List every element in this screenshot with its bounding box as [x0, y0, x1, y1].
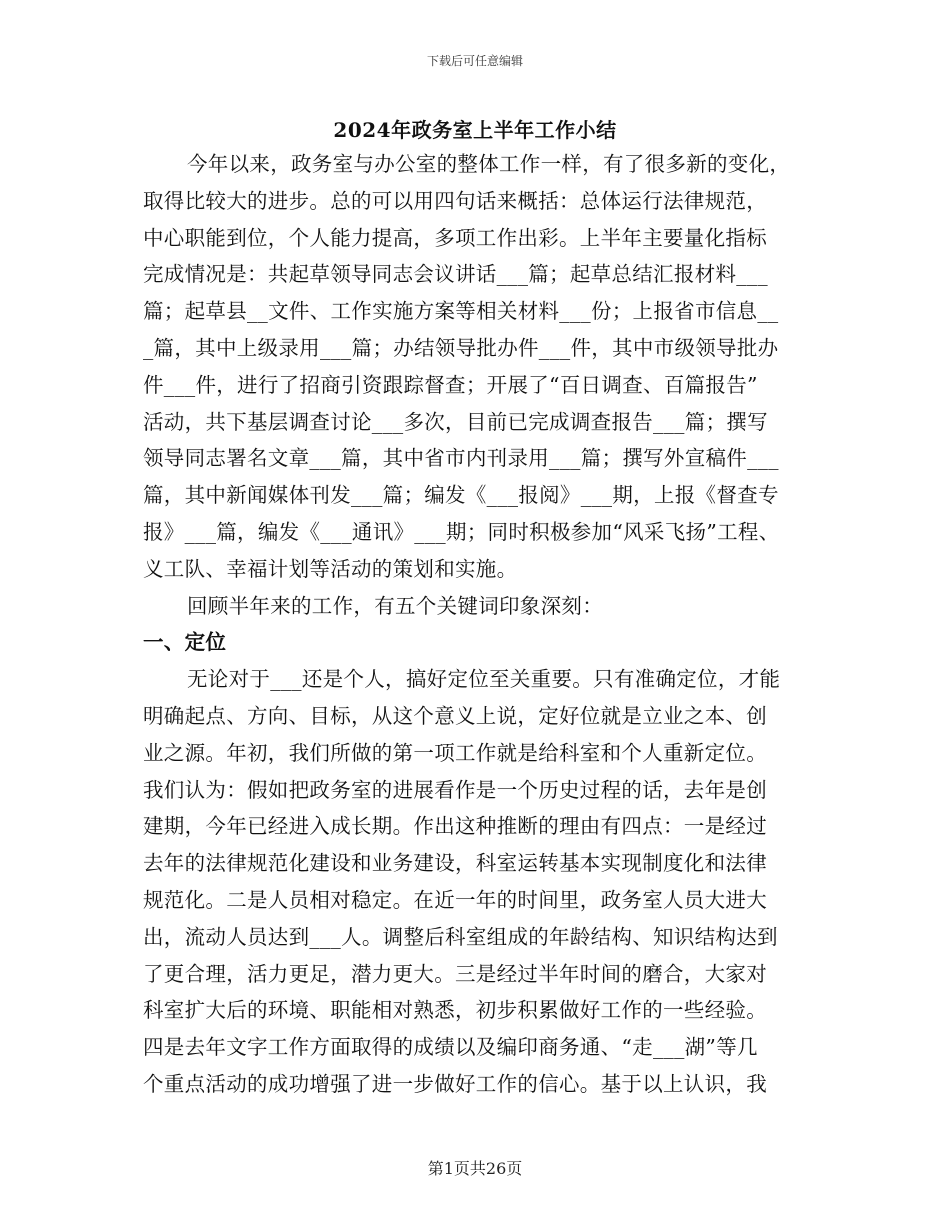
paragraph-line: 去年的法律规范化建设和业务建设，科室运转基本实现制度化和法律 [143, 851, 767, 876]
paragraph-line: 明确起点、方向、目标，从这个意义上说，定好位就是立业之本、创 [143, 703, 767, 728]
paragraph-line: 规范化。二是人员相对稳定。在近一年的时间里，政务室人员大进大 [143, 887, 767, 912]
header-note: 下载后可任意编辑 [426, 54, 523, 68]
paragraph-line: 件___件，进行了招商引资跟踪督查；开展了“百日调查、百篇报告” [143, 372, 758, 397]
paragraph-line: 我们认为：假如把政务室的进展看作是一个历史过程的话，去年是创 [143, 777, 767, 802]
paragraph-line: 业之源。年初，我们所做的第一项工作就是给科室和个人重新定位。 [143, 740, 767, 765]
paragraph-line: 科室扩大后的环境、职能相对熟悉，初步积累做好工作的一些经验。 [143, 998, 767, 1023]
page-number-footer: 第1页共26页 [427, 1159, 523, 1178]
paragraph-line: 四是去年文字工作方面取得的成绩以及编印商务通、“走___湖”等几 [143, 1035, 758, 1060]
paragraph-line: 建期，今年已经进入成长期。作出这种推断的理由有四点：一是经过 [143, 814, 767, 839]
paragraph-line: _篇，其中上级录用___篇；办结领导批办件___件，其中市级领导批办 [143, 335, 779, 360]
paragraph-line: 出，流动人员达到___人。调整后科室组成的年龄结构、知识结构达到 [143, 924, 778, 949]
paragraph-line: 篇，其中新闻媒体刊发___篇；编发《___报阅》___期，上报《督查专 [143, 483, 779, 508]
paragraph-line: 报》___篇，编发《___通讯》___期；同时积极参加“风采飞扬”工程、 [143, 519, 780, 544]
paragraph-line: 中心职能到位，个人能力提高，多项工作出彩。上半年主要量化指标 [143, 225, 767, 250]
paragraph-line: 了更合理，活力更足，潜力更大。三是经过半年时间的磨合，大家对 [143, 961, 767, 986]
document-body [143, 146, 823, 1103]
paragraph-line: 回顾半年来的工作，有五个关键词印象深刻： [187, 593, 603, 618]
paragraph-line: 义工队、幸福计划等活动的策划和实施。 [143, 556, 518, 581]
paragraph-line: 无论对于___还是个人，搞好定位至关重要。只有准确定位，才能 [187, 667, 781, 692]
document-title: 2024年政务室上半年工作小结 [333, 118, 617, 142]
section-heading: 一、定位 [143, 630, 227, 655]
paragraph-line: 个重点活动的成功增强了进一步做好工作的信心。基于以上认识，我 [143, 1071, 767, 1096]
paragraph-line: 取得比较大的进步。总的可以用四句话来概括：总体运行法律规范， [143, 188, 767, 213]
paragraph-line: 完成情况是：共起草领导同志会议讲话___篇；起草总结汇报材料___ [143, 262, 768, 287]
paragraph-line: 领导同志署名文章___篇，其中省市内刊录用___篇；撰写外宣稿件___ [143, 446, 779, 471]
paragraph-line: 今年以来，政务室与办公室的整体工作一样，有了很多新的变化， [187, 152, 791, 176]
paragraph-line: 活动，共下基层调查讨论___多次，目前已完成调查报告___篇；撰写 [143, 409, 768, 434]
paragraph-line: 篇；起草县__文件、工作实施方案等相关材料___份；上报省市信息__ [143, 299, 779, 324]
